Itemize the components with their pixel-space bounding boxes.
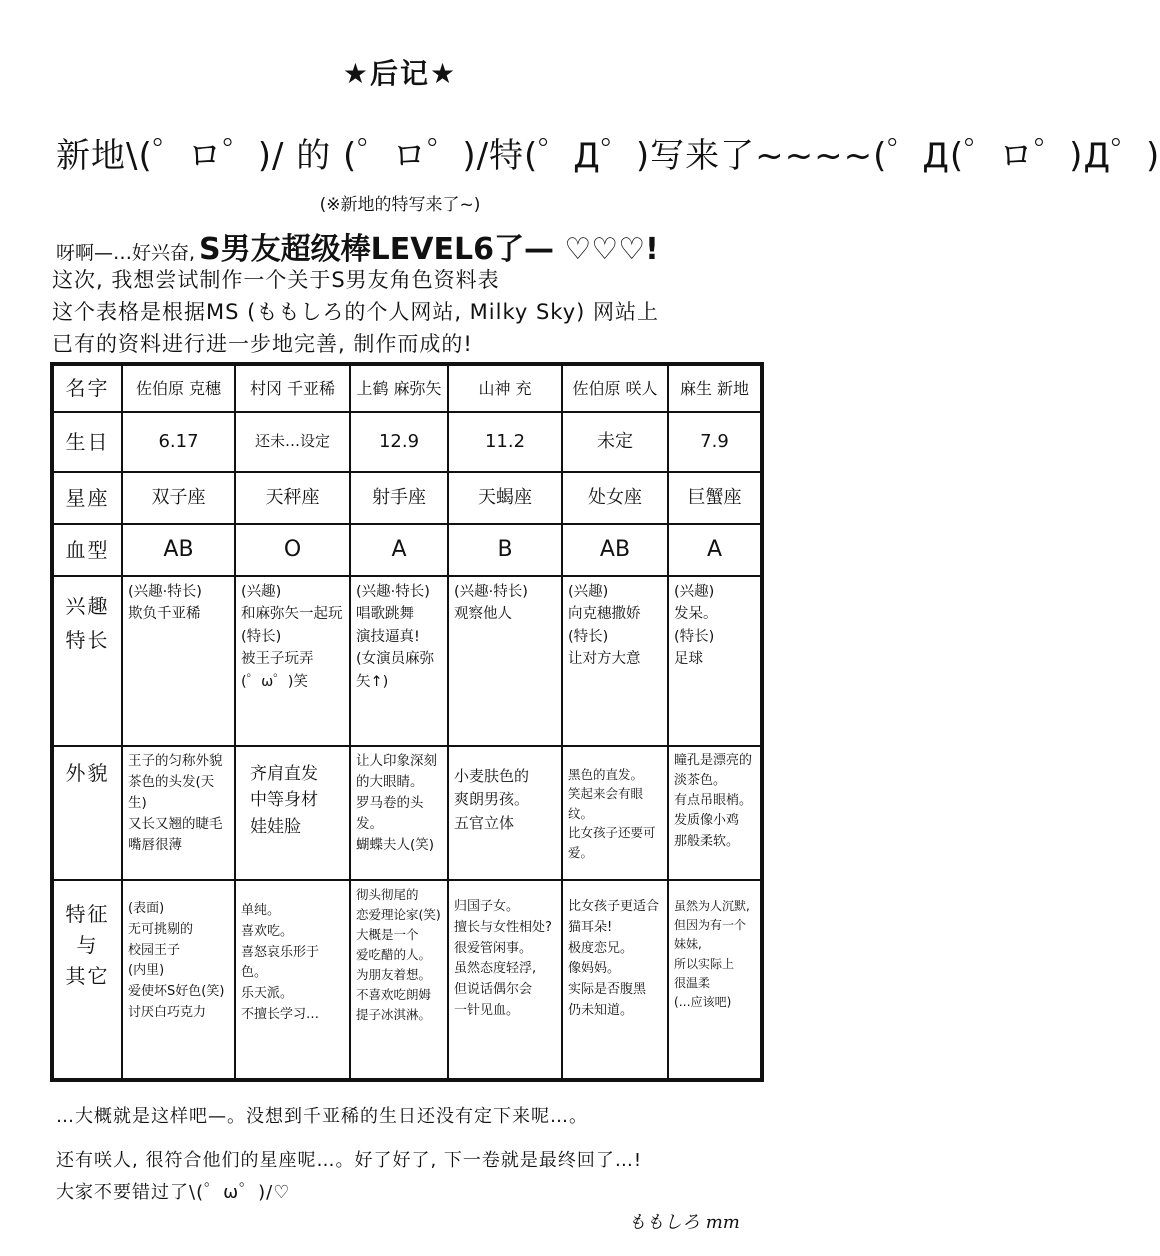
hobby-cell: (兴趣·特长) 观察他人 [448, 576, 562, 746]
hobby-cell: (兴趣) 发呆。 (特长) 足球 [668, 576, 762, 746]
label-traits: 特征 与 其它 [52, 880, 122, 1080]
hobby-cell: (兴趣) 向克穗撒娇 (特长) 让对方大意 [562, 576, 668, 746]
name-cell: 佐伯原 克穗 [122, 364, 235, 412]
birthday-cell: 还未…设定 [235, 412, 350, 472]
row-name [52, 364, 762, 412]
outro-line-3: 大家不要错过了\(゜ω゜)/♡ [56, 1182, 291, 1203]
excitement-emphasis: S男友超级棒LEVEL6了— ♡♡♡! [199, 232, 659, 267]
blood-cell: O [235, 524, 350, 576]
birthday-cell: 6.17 [122, 412, 235, 472]
traits-cell: 比女孩子更适合 猫耳朵! 极度恋兄。 像妈妈。 实际是否腹黑 仍未知道。 [562, 880, 668, 1080]
hobby-cell: (兴趣·特长) 欺负千亚稀 [122, 576, 235, 746]
looks-cell: 齐肩直发 中等身材 娃娃脸 [235, 746, 350, 880]
name-cell: 村冈 千亚稀 [235, 364, 350, 412]
sign-cell: 射手座 [350, 472, 448, 524]
traits-cell: (表面) 无可挑剔的 校园王子 (内里) 爱使坏S好色(笑) 讨厌白巧克力 [122, 880, 235, 1080]
looks-cell: 让人印象深刻 的大眼睛。 罗马卷的头发。 蝴蝶夫人(笑) [350, 746, 448, 880]
blood-cell: AB [122, 524, 235, 576]
name-cell: 佐伯原 咲人 [562, 364, 668, 412]
blood-cell: A [668, 524, 762, 576]
outro-line-1: …大概就是这样吧—。没想到千亚稀的生日还没有定下来呢…。 [56, 1106, 588, 1127]
traits-cell: 归国子女。 擅长与女性相处? 很爱管闲事。 虽然态度轻浮, 但说话偶尔会 一针见血。 [448, 880, 562, 1080]
label-sign: 星座 [52, 472, 122, 524]
traits-cell: 单纯。 喜欢吃。 喜怒哀乐形于色。 乐天派。 不擅长学习… [235, 880, 350, 1080]
traits-cell: 虽然为人沉默, 但因为有一个 妹妹, 所以实际上 很温柔 (…应该吧) [668, 880, 762, 1080]
headline-handwriting: 新地\(゜ロ゜)/ 的 (゜ロ゜)/特(゜Д゜)写来了~~~~(゜Д(゜ロ゜)Д゜) [56, 136, 1160, 176]
row-sign [52, 472, 762, 524]
author-signature: ももしろ mm [628, 1212, 740, 1233]
sign-cell: 天秤座 [235, 472, 350, 524]
label-hobby: 兴趣 特长 [52, 576, 122, 746]
birthday-cell: 12.9 [350, 412, 448, 472]
row-looks [52, 746, 762, 880]
page-title: ★后记★ [342, 57, 458, 90]
sign-cell: 巨蟹座 [668, 472, 762, 524]
name-cell: 上鹤 麻弥矢 [350, 364, 448, 412]
looks-cell: 黑色的直发。 笑起来会有眼纹。 比女孩子还要可爱。 [562, 746, 668, 880]
label-name: 名字 [52, 364, 122, 412]
blood-cell: AB [562, 524, 668, 576]
birthday-cell: 11.2 [448, 412, 562, 472]
name-cell: 山神 充 [448, 364, 562, 412]
looks-cell: 瞳孔是漂亮的 淡茶色。 有点吊眼梢。 发质像小鸡 那般柔软。 [668, 746, 762, 880]
row-hobby [52, 576, 762, 746]
traits-cell: 彻头彻尾的 恋爱理论家(笑) 大概是一个 爱吃醋的人。 为朋友着想。 不喜欢吃朗姆 提子冰淇淋。 [350, 880, 448, 1080]
label-looks: 外貌 [52, 746, 122, 880]
excitement-prefix: 呀啊—…好兴奋, [56, 242, 196, 264]
blood-cell: B [448, 524, 562, 576]
birthday-cell: 7.9 [668, 412, 762, 472]
intro-line-3: 已有的资料进行进一步地完善, 制作而成的! [52, 332, 473, 356]
row-traits [52, 880, 762, 1080]
hobby-cell: (兴趣·特长) 唱歌跳舞 演技逼真! (女演员麻弥矢↑) [350, 576, 448, 746]
headline-translation-note: (※新地的特写来了~) [319, 195, 481, 215]
excitement-line [56, 224, 659, 268]
intro-line-2: 这个表格是根据MS (ももしろ的个人网站, Milky Sky) 网站上 [52, 300, 660, 324]
name-cell: 麻生 新地 [668, 364, 762, 412]
birthday-cell: 未定 [562, 412, 668, 472]
intro-line-1: 这次, 我想尝试制作一个关于S男友角色资料表 [52, 268, 500, 292]
label-birthday: 生日 [52, 412, 122, 472]
label-blood: 血型 [52, 524, 122, 576]
row-birthday [52, 412, 762, 472]
blood-cell: A [350, 524, 448, 576]
looks-cell: 小麦肤色的 爽朗男孩。 五官立体 [448, 746, 562, 880]
row-blood [52, 524, 762, 576]
character-profile-table [50, 362, 764, 1082]
looks-cell: 王子的匀称外貌 茶色的头发(天生) 又长又翘的睫毛 嘴唇很薄 [122, 746, 235, 880]
hobby-cell: (兴趣) 和麻弥矢一起玩 (特长) 被王子玩弄 (゜ω゜)笑 [235, 576, 350, 746]
sign-cell: 天蝎座 [448, 472, 562, 524]
sign-cell: 双子座 [122, 472, 235, 524]
sign-cell: 处女座 [562, 472, 668, 524]
outro-line-2: 还有咲人, 很符合他们的星座呢…。好了好了, 下一卷就是最终回了…! [56, 1150, 643, 1171]
